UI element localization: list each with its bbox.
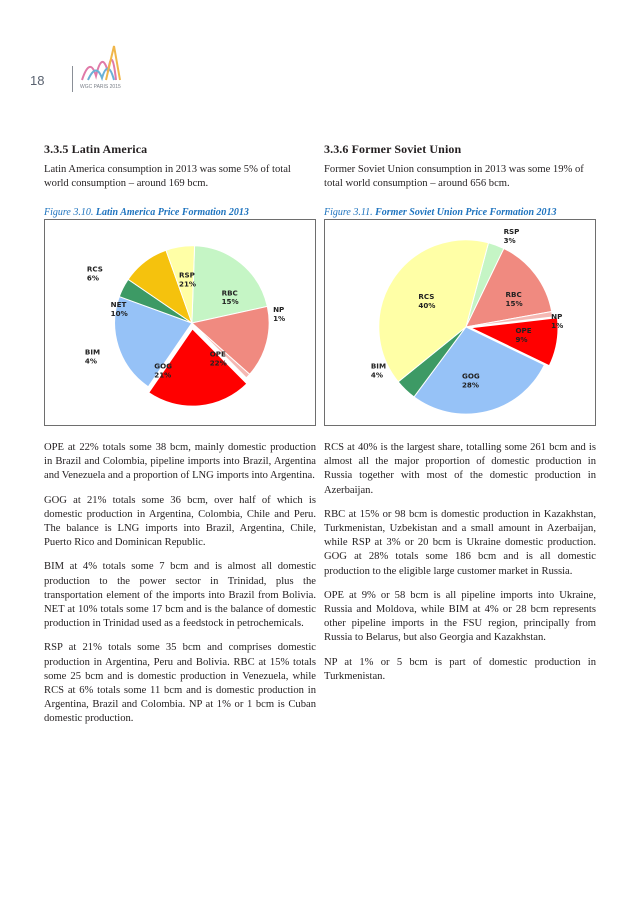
pie-chart-svg xyxy=(45,220,315,425)
page-number: 18 xyxy=(30,73,45,88)
figure-caption xyxy=(324,207,596,218)
body-paragraph: NP at 1% or 5 bcm is part of domestic production in Turkmenistan. xyxy=(324,656,596,682)
fsu-body xyxy=(324,441,596,694)
body-paragraph: RCS at 40% is the largest share, totalling some 261 bcm and is almost all the major proportion of domestic production in Russia together with most of the domestic production in Azerbaijan. xyxy=(324,442,596,496)
body-paragraph: GOG at 21% totals some 36 bcm, over half of which is domestic production in Argentina, Colombia, Chile and Peru. The balance is LNG imports into Brazil, Argentina, Chile, Puerto Rico and Dominican Republic. xyxy=(44,494,316,549)
header-divider xyxy=(72,66,73,92)
slice-label-rsp: RSP 21% xyxy=(179,270,197,289)
slice-label-rsp: RSP 3% xyxy=(503,226,520,245)
section-title: 3.3.5 Latin America xyxy=(44,142,148,156)
slice-label-rbc: RBC 15% xyxy=(221,288,239,307)
slice-label-rcs: RCS 6% xyxy=(86,264,103,283)
slice-label-ope: OPE 9% xyxy=(515,325,532,344)
section-intro: Former Soviet Union consumption in 2013 was some 19% of total world consumption – around 656 bcm. xyxy=(324,164,584,189)
body-paragraph: RBC at 15% or 98 bcm is domestic production in Kazakhstan, Turkmenistan, Uzbekistan and a small amount in Azerbaijan, while RSP at 3% or 20 bcm is Ukraine domestic production. GOG at 28% totals some 186 bcm and is all domestic production to the eligible large customer market in Russia. xyxy=(324,508,596,577)
svg-text:WGC PARIS 2015: WGC PARIS 2015 xyxy=(80,84,121,90)
slice-label-rcs: RCS 40% xyxy=(418,292,436,311)
pie-chart-svg xyxy=(325,220,595,425)
slice-label-bim: BIM 4% xyxy=(370,361,387,380)
slice-label-bim: BIM 4% xyxy=(84,347,101,366)
section-intro: Latin America consumption in 2013 was some 5% of total world consumption – around 169 bcm. xyxy=(44,164,291,189)
body-paragraph: OPE at 9% or 58 bcm is all pipeline imports into Ukraine, Russia and Moldova, while BIM at 4% or 28 bcm represents other pipeline imports in the FSU region, principally from Russia to Belarus, but also Georgia and Kazakhstan. xyxy=(324,589,596,644)
latin-america-pie-chart xyxy=(44,219,316,426)
section-latin-america xyxy=(44,142,316,218)
slice-label-net: NET 10% xyxy=(110,300,128,319)
slice-label-np: NP 1% xyxy=(551,312,564,330)
body-paragraph: BIM at 4% totals some 7 bcm and is almost all domestic production to the power sector in Trinidad, plus the transportation element of the imports into Brazil from Bolivia. NET at 10% totals some 17 bcm and is the balance of domestic production in Trinidad used as a feedstock in petrochemicals. xyxy=(44,561,316,630)
slice-label-np: NP 1% xyxy=(273,305,286,324)
wgc-paris-logo xyxy=(76,36,128,94)
body-paragraph: OPE at 22% totals some 38 bcm, mainly domestic production in Brazil and Colombia, pipeline imports into Brazil, Argentina and Venezuela and a proportion of LNG imports into Argentina. xyxy=(44,442,316,482)
latin-america-body xyxy=(44,441,316,737)
section-title: 3.3.6 Former Soviet Union xyxy=(324,142,462,156)
figure-number: Figure 3.10. xyxy=(44,207,94,218)
figure-caption xyxy=(44,207,316,218)
slice-label-rbc: RBC 15% xyxy=(505,290,523,309)
figure-number: Figure 3.11. xyxy=(324,207,373,218)
slice-label-gog: GOG 21% xyxy=(154,361,173,380)
figure-title: Former Soviet Union Price Formation 2013 xyxy=(375,207,557,218)
slice-label-ope: OPE 22% xyxy=(209,349,227,368)
slice-label-gog: GOG 28% xyxy=(461,371,480,390)
section-former-soviet-union xyxy=(324,142,596,218)
fsu-pie-chart xyxy=(324,219,596,426)
figure-title: Latin America Price Formation 2013 xyxy=(95,207,249,218)
body-paragraph: RSP at 21% totals some 35 bcm and comprises domestic production in Argentina, Peru and Bolivia. RBC at 15% totals some 25 bcm and is domestic production in Venezuela, while RCS at 6% totals some 11 bcm and is domestic production in Argentina, Brazil and Colombia. NP at 1% or 1 bcm is Cuban domestic production. xyxy=(44,642,316,725)
